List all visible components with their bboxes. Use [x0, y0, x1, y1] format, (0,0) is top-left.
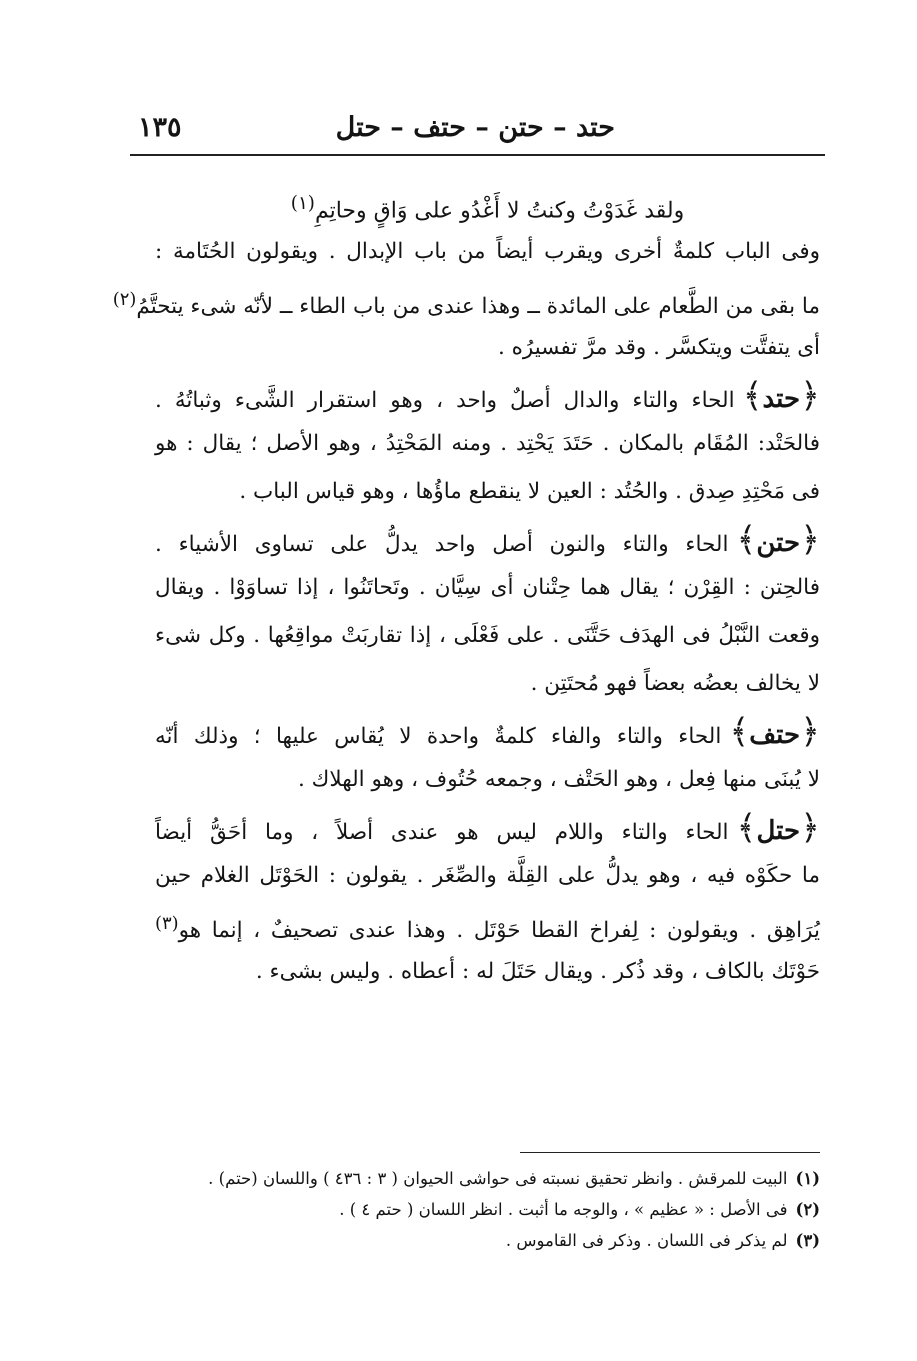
text-line-part: ما بقى من الطَّعام على المائدة ــ وهذا عندى من باب الطاء ــ لأنّه شىء يتحتَّمُ [136, 294, 820, 320]
footnote [155, 1225, 820, 1256]
text-line: وقعت النَّبْلُ فى الهدَف حَتَّنَى . على فَعْلَى ، إذا تقاربَتْ مواقِعُها . وكل شىء [155, 623, 820, 648]
entry-heading: ﴿حتد﴾ [742, 376, 820, 416]
text-line: فالحَتْد: المُقَام بالمكان . حَتَدَ يَحْتِد . ومنه المَحْتِدُ ، وهو الأصل ؛ يقال : هو [155, 431, 820, 456]
entry-heading-text: حتن [756, 528, 801, 558]
entry-first-line [155, 804, 820, 852]
footnote-marker-3: (٣) [155, 913, 179, 934]
footnote-number: (١) [795, 1169, 820, 1188]
page-number: ١٣٥ [138, 112, 182, 143]
verse-line [155, 180, 820, 228]
text-line: حَوْتَك بالكاف ، وقد ذُكر . ويقال حَتَلَ له : أعطاه . وليس بشىء . [255, 959, 820, 984]
entry-heading: ﴿حتف﴾ [729, 712, 820, 752]
entry-heading-text: حتد [762, 384, 801, 414]
header-rule [130, 154, 825, 156]
footnote [155, 1194, 820, 1225]
verse-text: ولقد غَدَوْتُ وكنتُ لا أَغْدُو على وَاقٍ وحاتِمِ [314, 198, 685, 224]
entry-first-line [155, 372, 820, 420]
entry-first-line [155, 516, 820, 564]
text-line-part: الحاء والتاء والفاء كلمةٌ واحدة لا يُقاس عليها ؛ وذلك أنّه [155, 724, 722, 749]
footnote-number: (٣) [795, 1231, 820, 1250]
page-body [112, 180, 820, 996]
footnotes [155, 1163, 820, 1256]
page-header [130, 108, 825, 150]
text-line: وفى الباب كلمةٌ أخرى ويقرب أيضاً من باب الإبدال . ويقولون الحُتَامة : [155, 239, 820, 264]
entry-first-line [155, 708, 820, 756]
footnote-number: (٢) [795, 1200, 820, 1219]
footnote-marker-2: (٢) [112, 289, 137, 310]
entry-heading: ﴿حتن﴾ [736, 520, 820, 560]
text-line: فى مَحْتِدِ صِدق . والحُتُد : العين لا ينقطع ماؤُها ، وهو قياس الباب . [239, 479, 820, 504]
text-line-part: الحاء والتاء والدال أصلٌ واحد ، وهو استقرار الشَّىء وثباتُهُ . [155, 388, 735, 413]
footnote-text: فى الأصل : « عظيم » ، والوجه ما أثبت . انظر اللسان ( حتم ٤ ) . [339, 1200, 788, 1219]
text-line-part: الحاء والتاء والنون أصل واحد يدلُّ على تساوى الأشياء . [155, 532, 729, 557]
footnote-rule [520, 1152, 820, 1153]
text-line: لا يُبنَى منها فِعل ، وهو الحَتْف ، وجمعه حُتُوف ، وهو الهلاك . [298, 767, 820, 792]
entry-heading-text: حتل [756, 816, 801, 846]
text-line-part: الحاء والتاء واللام ليس هو عندى أصلاً ، وما أحَقُّ أيضاً [155, 820, 729, 845]
text-line [112, 276, 820, 324]
footnote [155, 1163, 820, 1194]
page-title: حتد – حتن – حتف – حتل [335, 112, 615, 143]
entry-heading-text: حتف [749, 720, 801, 750]
entry-heading: ﴿حتل﴾ [736, 808, 820, 848]
text-line: أى يتفتَّت ويتكسَّر . وقد مرَّ تفسيرُه . [497, 335, 820, 360]
text-line: لا يخالف بعضُه بعضاً فهو مُحتَتِن . [530, 671, 820, 696]
footnote-text: البيت للمرقش . وانظر تحقيق نسبته فى حواشى الحيوان ( ٣ : ٤٣٦ ) واللسان (حتم) . [208, 1169, 788, 1188]
text-line-part: يُرَاهِق . ويقولون : لِفراخ القطا حَوْتَل . وهذا عندى تصحيفٌ ، إنما هو [178, 918, 820, 944]
footnote-marker-1: (١) [290, 193, 315, 214]
text-line: فالحِتن : القِرْن ؛ يقال هما حِتْنان أى سِيَّان . وتَحاتَنُوا ، إذا تساوَوْا . ويقال [155, 575, 820, 600]
footnote-text: لم يذكر فى اللسان . وذكر فى القاموس . [505, 1231, 788, 1250]
text-line [155, 900, 820, 948]
text-line: ما حكَوْه فيه ، وهو يدلُّ على القِلَّة والصِّغَر . يقولون : الحَوْتَل الغلام حين [155, 863, 820, 888]
